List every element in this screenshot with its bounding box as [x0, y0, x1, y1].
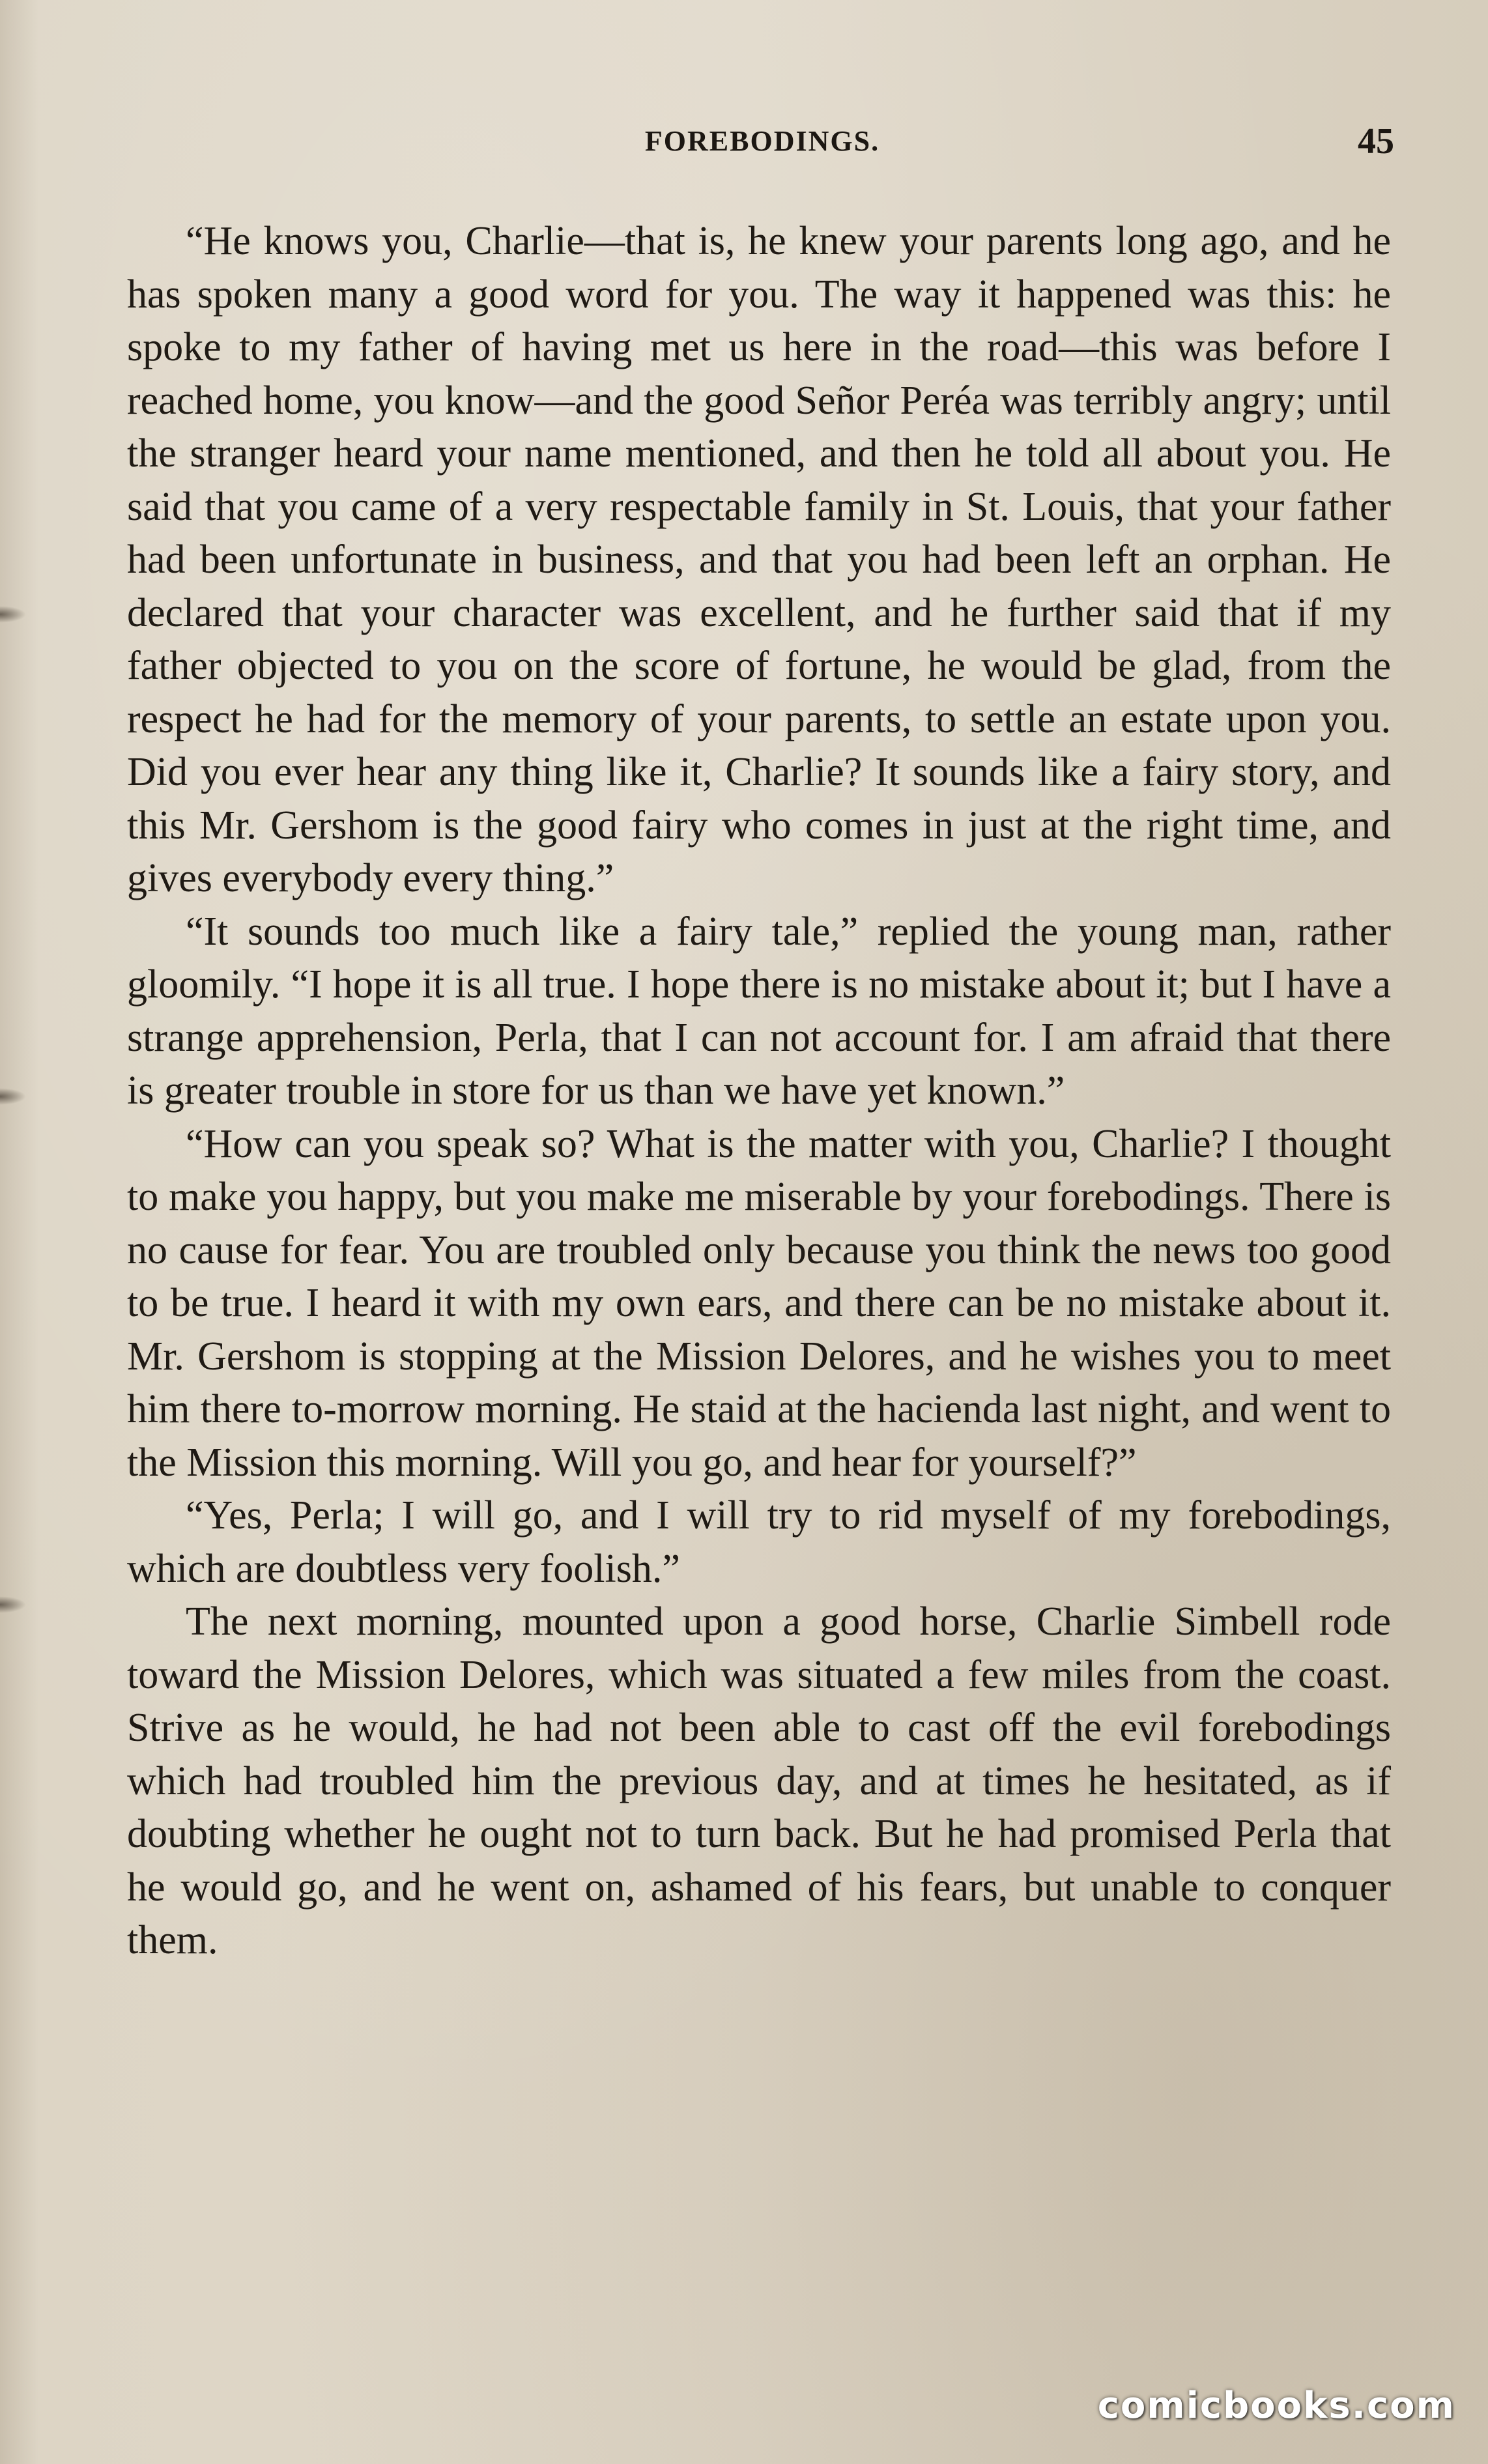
- page-header: [130, 119, 1394, 164]
- binding-hole: [0, 1596, 26, 1613]
- binding-hole: [0, 606, 26, 623]
- body-text: [127, 215, 1391, 1968]
- paragraph: “It sounds too much like a fairy tale,” replied the young man, rather gloomily. “I hope it is all true. I hope there is no mistake about it; but I have a strange apprehension, Perla, that I can not account for. I am afraid that there is greater trouble in store for us than we have yet known.”: [127, 909, 1391, 1113]
- watermark: comicbooks.com: [1097, 2385, 1455, 2427]
- page-number: 45: [1358, 121, 1394, 162]
- paragraph: The next morning, mounted upon a good horse, Charlie Simbell rode toward the Mission Delores, which was situated a few miles from the coast. Strive as he would, he had not been able to cast off the evil forebodings which had troubled him the previous day, and at times he hesitated, as if doubting whether he ought not to turn back. But he had promised Perla that he would go, and he went on, ashamed of his fears, but unable to conquer them.: [127, 1599, 1391, 1962]
- paragraph: “He knows you, Charlie—that is, he knew your parents long ago, and he has spoken many a good word for you. The way it happened was this: he spoke to my father of having met us here in the road—this was before I reached home, you know—and the good Señor Peréa was terribly angry; until the stranger heard your name mentioned, and then he told all about you. He said that you came of a very respectable family in St. Louis, that your father had been unfortunate in business, and that you had been left an orphan. He declared that your character was excellent, and he further said that if my father objected to you on the score of fortune, he would be glad, from the respect he had for the memory of your parents, to settle an estate upon you. Did you ever hear any thing like it, Charlie? It sounds like a fairy story, and this Mr. Gershom is the good fairy who comes in just at the right time, and gives everybody every thing.”: [127, 219, 1391, 900]
- running-head: FOREBODINGS.: [644, 125, 880, 157]
- binding-hole: [0, 1088, 26, 1105]
- paragraph: “Yes, Perla; I will go, and I will try to rid myself of my forebodings, which are doubtless very foolish.”: [127, 1493, 1391, 1591]
- paragraph: “How can you speak so? What is the matter with you, Charlie? I thought to make you happy, but you make me miserable by your forebodings. There is no cause for fear. You are troubled only because you think the news too good to be true. I heard it with my own ears, and there can be no mistake about it. Mr. Gershom is stopping at the Mission Delores, and he wishes you to meet him there to-morrow morning. He staid at the hacienda last night, and went to the Mission this morning. Will you go, and hear for yourself?”: [127, 1121, 1391, 1485]
